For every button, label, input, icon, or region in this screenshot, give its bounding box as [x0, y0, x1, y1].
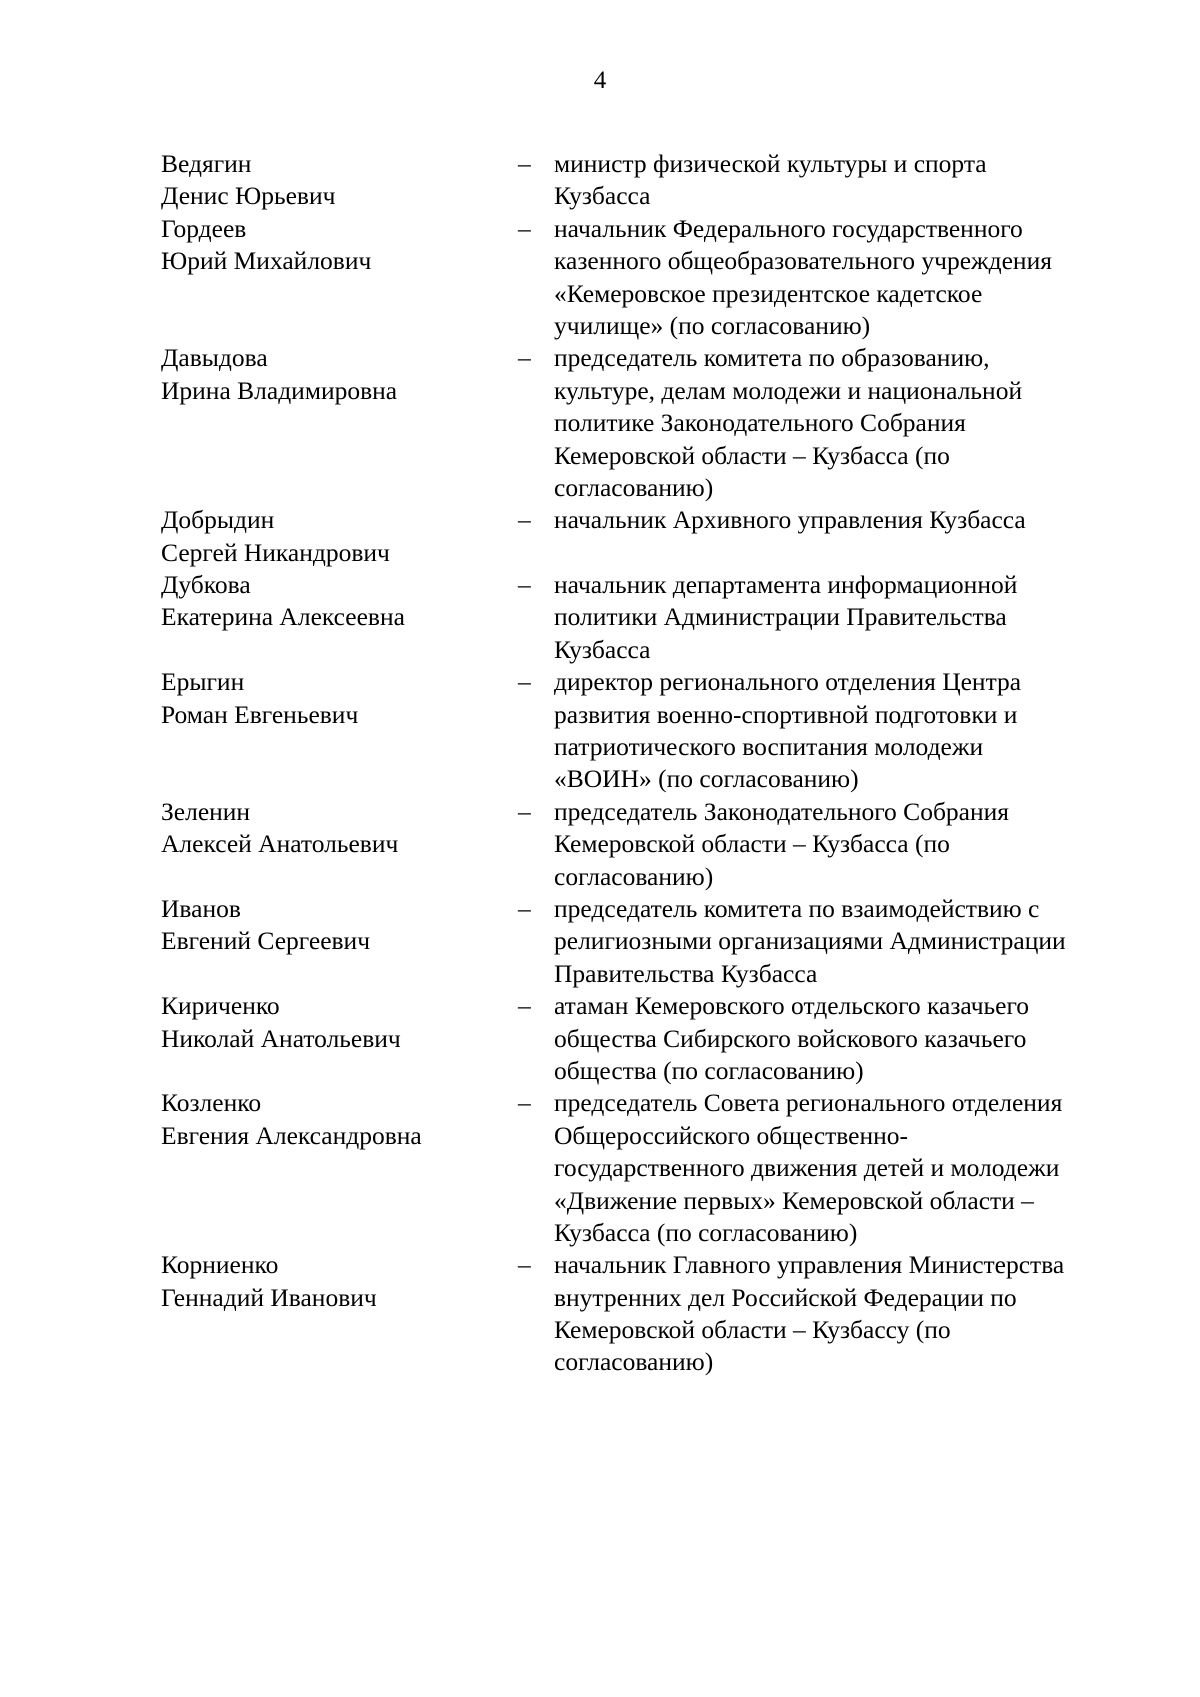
member-role-line: Кузбасса — [554, 181, 651, 211]
member-entry — [161, 213, 1141, 343]
member-given-names: Евгения Александровна — [161, 1120, 422, 1150]
member-role-line: Кемеровской области – Кузбасса (по — [554, 440, 950, 470]
member-dash: – — [518, 149, 531, 178]
member-role — [554, 796, 1139, 893]
member-role-line: Правительства Кузбасса — [554, 958, 818, 988]
member-surname: Зеленин — [161, 796, 251, 826]
member-role-line: начальник департамента информационной — [554, 570, 1018, 600]
member-role-line: согласованию) — [554, 1347, 714, 1377]
page-number: 4 — [593, 67, 607, 94]
member-dash: – — [518, 570, 531, 600]
member-role — [554, 990, 1139, 1087]
member-entry — [161, 796, 1141, 893]
member-surname: Добрыдин — [161, 505, 275, 535]
member-role — [554, 148, 1139, 213]
member-role-line: Кузбасса (по согласованию) — [554, 1217, 858, 1247]
member-name — [161, 666, 518, 731]
member-given-names: Сергей Никандрович — [161, 537, 390, 567]
member-given-names: Ирина Владимировна — [161, 375, 398, 405]
member-role — [554, 893, 1139, 990]
member-entry — [161, 569, 1141, 666]
member-surname: Ерыгин — [161, 667, 245, 697]
member-role-line: общества (по согласованию) — [554, 1055, 864, 1085]
member-name — [161, 796, 518, 861]
member-dash: – — [518, 667, 531, 697]
member-surname: Козленко — [161, 1088, 262, 1118]
member-given-names: Евгений Сергеевич — [161, 926, 371, 956]
member-role-line: патриотического воспитания молодежи — [554, 732, 984, 762]
member-given-names: Екатерина Алексеевна — [161, 602, 405, 632]
member-role-line: общества Сибирского войскового казачьего — [554, 1023, 1027, 1053]
member-role — [554, 1087, 1139, 1249]
member-role-line: развития военно-спортивной подготовки и — [554, 699, 1018, 729]
member-given-names: Денис Юрьевич — [161, 181, 336, 211]
member-role-line: политики Администрации Правительства — [554, 602, 1007, 632]
member-role-line: религиозными организациями Администрации — [554, 926, 1066, 956]
member-name — [161, 1087, 518, 1152]
member-role-line: государственного движения детей и молодежи — [554, 1153, 1060, 1183]
member-name — [161, 569, 518, 634]
member-dash: – — [518, 991, 531, 1021]
member-role-line: начальник Архивного управления Кузбасса — [554, 505, 1026, 535]
member-dash: – — [518, 796, 531, 826]
member-name — [161, 213, 518, 278]
member-surname: Корниенко — [161, 1250, 279, 1280]
member-name — [161, 1249, 518, 1314]
member-dash: – — [518, 505, 531, 535]
member-dash: – — [518, 1088, 531, 1118]
member-name — [161, 893, 518, 958]
member-name — [161, 148, 518, 213]
member-role-line: начальник Федерального государственного — [554, 213, 1023, 243]
member-role-line: согласованию) — [554, 472, 714, 502]
member-entry — [161, 342, 1141, 504]
member-role-line: «Движение первых» Кемеровской области – — [554, 1185, 1034, 1215]
member-surname: Кириченко — [161, 991, 280, 1021]
member-given-names: Алексей Анатольевич — [161, 829, 399, 859]
member-role-line: Кемеровской области – Кузбасса (по — [554, 829, 950, 859]
member-role-line: внутренних дел Российской Федерации по — [554, 1282, 1017, 1312]
member-role-line: председатель комитета по взаимодействию с — [554, 893, 1040, 923]
member-role-line: председатель Законодательного Собрания — [554, 796, 1010, 826]
member-surname: Давыдова — [161, 343, 268, 373]
member-role — [554, 213, 1139, 343]
member-given-names: Николай Анатольевич — [161, 1023, 401, 1053]
members-list — [161, 148, 1141, 1379]
member-role-line: начальник Главного управления Министерства — [554, 1250, 1065, 1280]
member-name — [161, 342, 518, 407]
member-role-line: Кузбасса — [554, 634, 651, 664]
member-entry — [161, 1087, 1141, 1249]
member-dash: – — [518, 1250, 531, 1280]
member-dash: – — [518, 213, 531, 243]
member-role-line: председатель комитета по образованию, — [554, 343, 990, 373]
member-role-line: Общероссийского общественно- — [554, 1120, 909, 1150]
member-entry — [161, 148, 1141, 213]
member-entry — [161, 990, 1141, 1087]
member-entry — [161, 504, 1141, 569]
member-role-line: директор регионального отделения Центра — [554, 667, 1022, 697]
member-given-names: Геннадий Иванович — [161, 1282, 377, 1312]
member-role — [554, 342, 1139, 504]
member-role-line: «ВОИН» (по согласованию) — [554, 764, 859, 794]
member-role — [554, 1249, 1139, 1379]
member-entry — [161, 893, 1141, 990]
member-surname: Гордеев — [161, 213, 247, 243]
member-name — [161, 504, 518, 569]
member-role-line: политике Законодательного Собрания — [554, 408, 966, 438]
member-given-names: Роман Евгеньевич — [161, 699, 359, 729]
member-role-line: училище» (по согласованию) — [554, 310, 871, 340]
member-surname: Ведягин — [161, 149, 252, 178]
member-role-line: культуре, делам молодежи и национальной — [554, 375, 1023, 405]
member-role-line: «Кемеровское президентское кадетское — [554, 278, 983, 308]
member-role — [554, 666, 1139, 796]
member-role-line: министр физической культуры и спорта — [554, 149, 987, 178]
member-role-line: атаман Кемеровского отдельского казачьего — [554, 991, 1030, 1021]
member-dash: – — [518, 343, 531, 373]
member-role-line: казенного общеобразовательного учреждения — [554, 246, 1052, 276]
member-role — [554, 569, 1139, 666]
member-surname: Дубкова — [161, 570, 251, 600]
member-surname: Иванов — [161, 893, 241, 923]
member-dash: – — [518, 893, 531, 923]
member-name — [161, 990, 518, 1055]
member-role-line: согласованию) — [554, 861, 714, 891]
member-role — [554, 504, 1139, 536]
member-entry — [161, 666, 1141, 796]
member-role-line: председатель Совета регионального отделения — [554, 1088, 1063, 1118]
member-given-names: Юрий Михайлович — [161, 246, 372, 276]
member-entry — [161, 1249, 1141, 1379]
member-role-line: Кемеровской области – Кузбассу (по — [554, 1315, 951, 1345]
